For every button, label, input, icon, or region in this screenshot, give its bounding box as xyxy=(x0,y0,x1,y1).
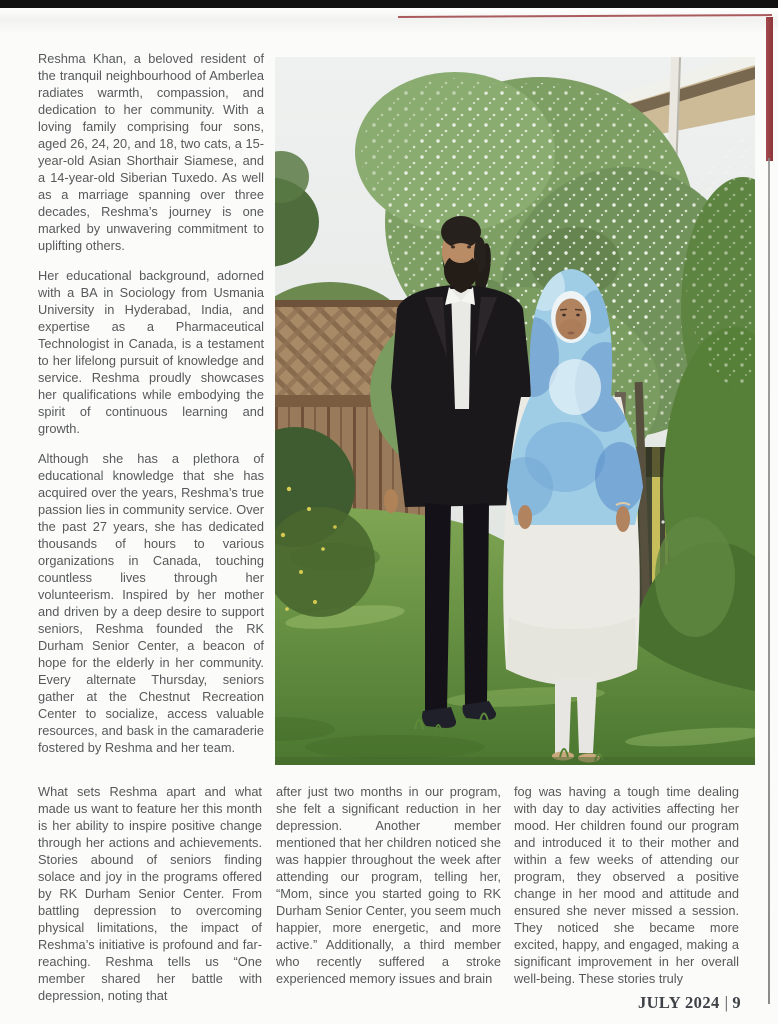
scanner-edge-bar xyxy=(0,0,778,8)
article-column-bottom-right xyxy=(514,783,739,987)
page-edge-line-right xyxy=(768,158,770,1004)
footer-issue-date: JULY 2024 xyxy=(637,993,720,1012)
article-column-bottom-left xyxy=(38,783,262,1004)
article-paragraph: What sets Reshma apart and what made us want to feature her this month is her ability to inspire positive change through her actions and achievements. Stories abound of seniors finding solace and joy in the programs offered by RK Durham Senior Center. From battling depression to overcoming physical limitations, the impact of Reshma’s initiative is profound and far-reaching. Reshma tells us “One member shared her battle with depression, noting that xyxy=(38,784,262,1003)
article-paragraph: after just two months in our program, she felt a significant reduction in her depression. Another member mentioned that her children noticed she was happier throughout the week after attending our program, telling her, “Mom, since you started going to RK Durham Senior Center, you seem much happier, more energetic, and more active.” Additionally, a third member who recently suffered a stroke experienced memory issues and brain xyxy=(276,784,501,986)
article-column-left xyxy=(38,50,264,756)
footer-page-number: 9 xyxy=(732,993,741,1012)
article-paragraph: Reshma Khan, a beloved resident of the tranquil neighbourhood of Amberlea radiates warmth, compassion, and dedication to her community. With a loving family comprising four sons, aged 26, 24, 20, and 18, two cats, a 15-year-old Asian Shorthair Siamese, and a 14-year-old Siberian Tuxedo. As well as a marriage spanning over three decades, Reshma’s journey is one marked by unwavering commitment to uplifting others. xyxy=(38,51,264,253)
page-glare xyxy=(0,8,778,34)
article-paragraph: Although she has a plethora of educational knowledge that she has acquired over the years, Reshma’s true passion lies in community service. Over the past 27 years, she has dedicated thousands of hours to various organizations in Canada, touching countless lives through her volunteerism. Inspired by her mother and driven by a deep desire to support seniors, Reshma founded the RK Durham Senior Center, a beacon of hope for the elderly in her community. Every alternate Thursday, seniors gather at the Chestnut Recreation Center to socialize, access valuable resources, and bask in the camaraderie fostered by Reshma and her team. xyxy=(38,451,264,755)
article-column-bottom-middle xyxy=(276,783,501,987)
page-footer xyxy=(638,993,741,1013)
footer-separator: | xyxy=(724,993,729,1012)
article-paragraph: Her educational background, adorned with a BA in Sociology from Usmania University in Hyderabad, India, and expertise as a Pharmaceutical Technologist in Canada, is a testament to her lifelong pursuit of knowledge and service. Reshma proudly showcases her qualifications while embodying the spirit of continuous learning and growth. xyxy=(38,268,264,436)
article-paragraph: fog was having a tough time dealing with day to day activities affecting her mood. Her children found our program and introduced it to their mother and within a few weeks of attending our program, they observed a positive change in her mood and attitude and ensured she never missed a session. They noticed she became more excited, happy, and engaged, making a significant improvement in her overall well-being. These stories truly xyxy=(514,784,739,986)
page-edge-strip-right xyxy=(766,17,773,161)
article-photo xyxy=(275,57,755,765)
